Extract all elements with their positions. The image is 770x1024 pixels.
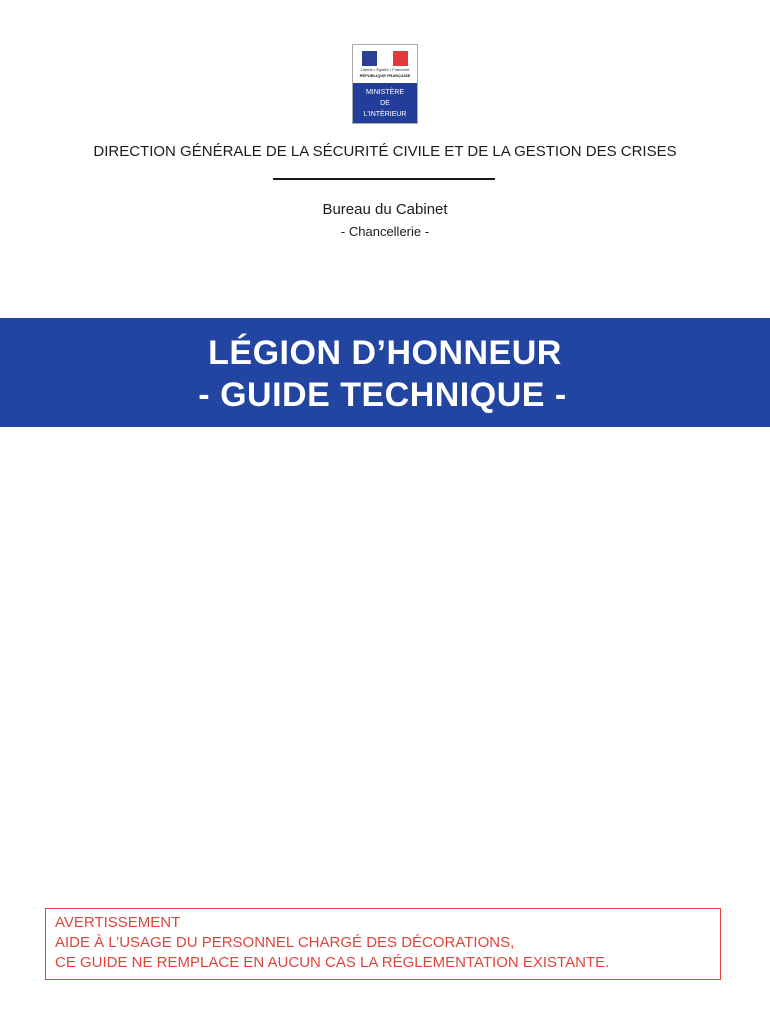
bureau-name: Bureau du Cabinet — [322, 201, 448, 218]
logo-republic: RÉPUBLIQUE FRANÇAISE — [359, 73, 411, 78]
subdivision-name: - Chancellerie - — [340, 224, 430, 239]
tricolor-flag-icon — [362, 51, 408, 66]
document-title-line-1: LÉGION D’HONNEUR — [208, 334, 562, 372]
logo-marianne-block — [353, 45, 417, 83]
document-title-line-2: - GUIDE TECHNIQUE - — [198, 376, 567, 414]
logo-ministry-line-2: DE — [380, 100, 390, 107]
warning-box — [45, 908, 721, 980]
warning-line-1: AIDE À L’USAGE DU PERSONNEL CHARGÉ DES DÉCORATIONS, — [55, 934, 515, 951]
direction-title: DIRECTION GÉNÉRALE DE LA SÉCURITÉ CIVILE ET DE LA GESTION DES CRISES — [93, 143, 677, 160]
warning-line-2: CE GUIDE NE REMPLACE EN AUCUN CAS LA RÉGLEMENTATION EXISTANTE. — [55, 954, 610, 971]
logo-ministry-line-1: MINISTÈRE — [365, 89, 405, 96]
logo-motto: Liberté • Égalité • Fraternité — [360, 67, 410, 72]
logo-ministry-line-3: L'INTÉRIEUR — [363, 111, 407, 118]
warning-heading: AVERTISSEMENT — [55, 914, 181, 931]
ministry-logo — [352, 44, 418, 124]
header-divider — [273, 178, 495, 180]
title-banner — [0, 318, 770, 427]
logo-ministry-block — [353, 83, 417, 123]
